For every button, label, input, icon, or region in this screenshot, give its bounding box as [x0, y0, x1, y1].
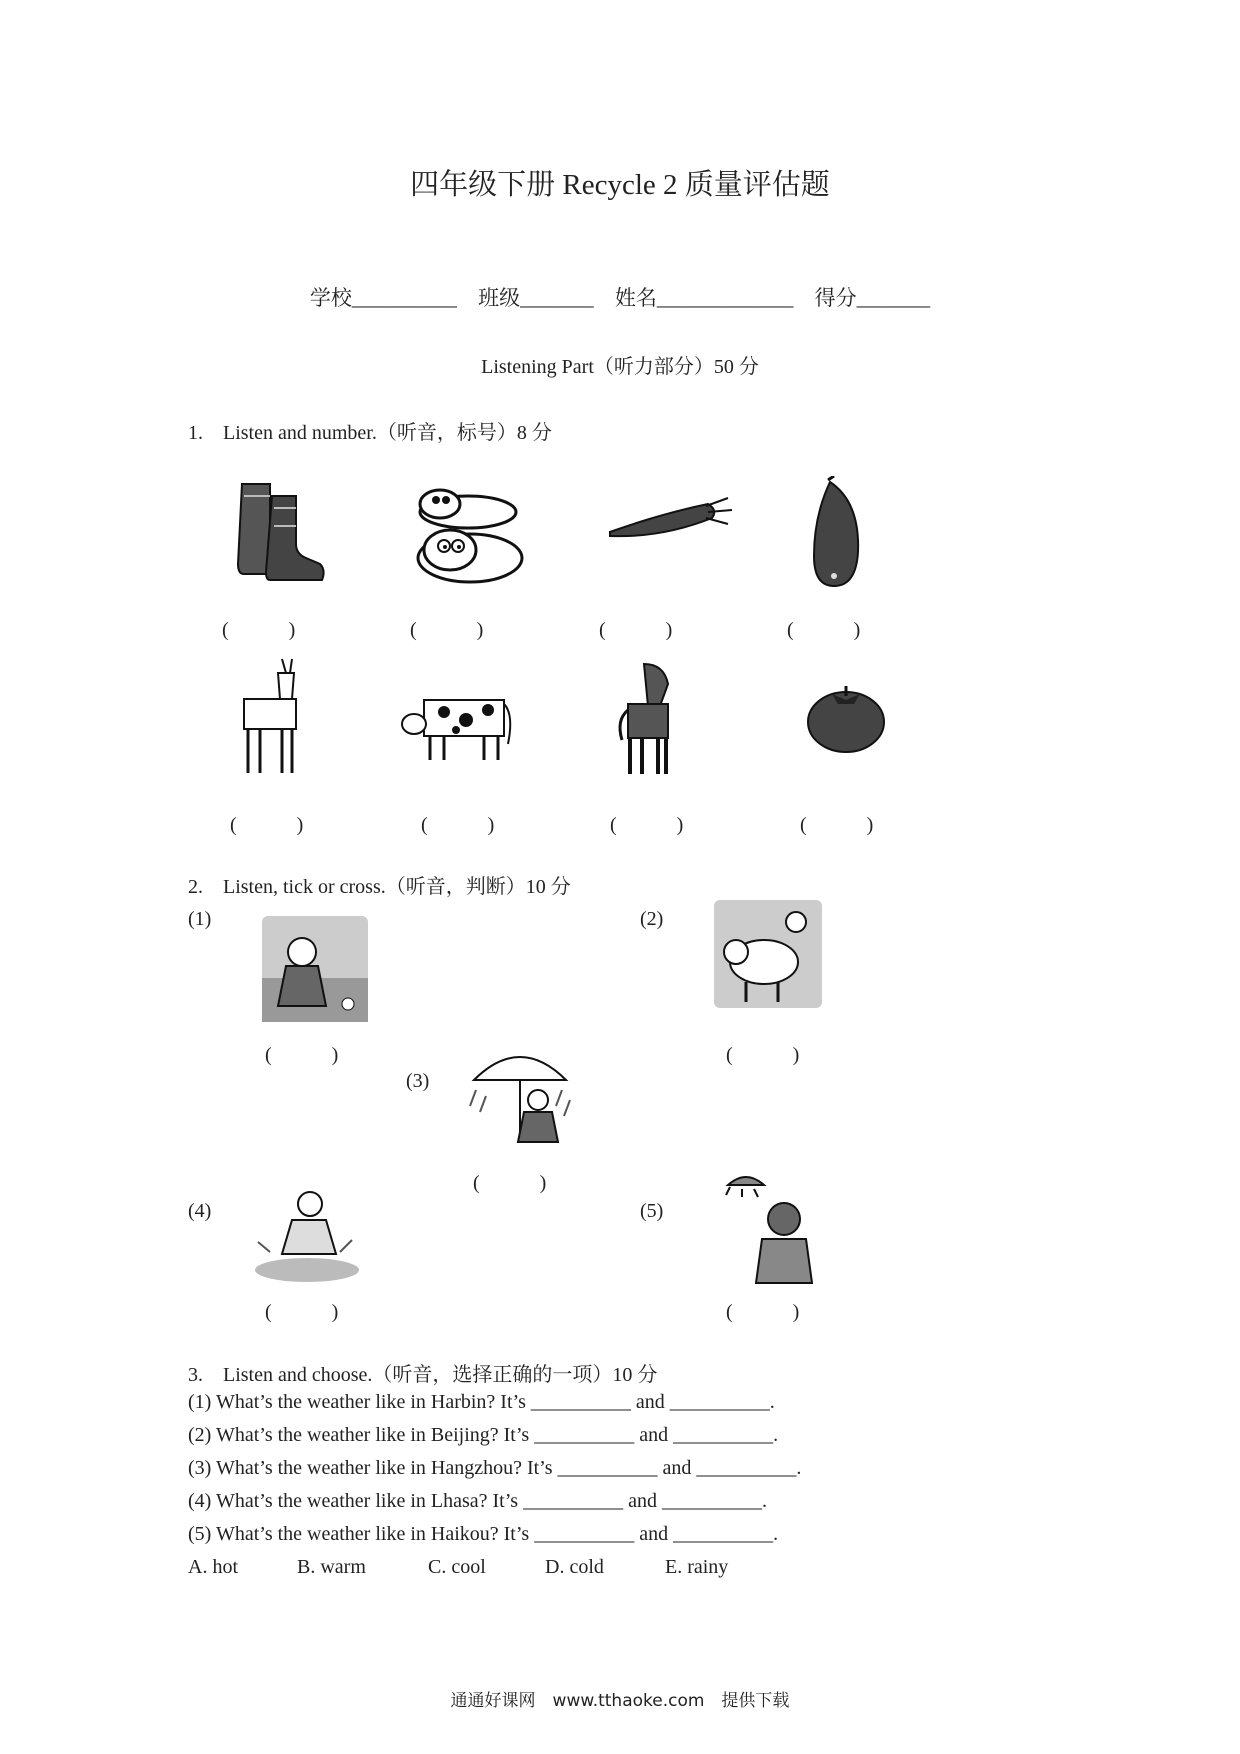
- question-4: (4) What’s the weather like in Lhasa? It’s __________ and __________.: [188, 1490, 767, 1512]
- answer-paren-5: ( ): [230, 814, 304, 836]
- question-2: (2) What’s the weather like in Beijing? It’s __________ and __________.: [188, 1424, 779, 1446]
- score-field: 得分_______: [814, 286, 931, 310]
- student-info-line: [0, 282, 1240, 312]
- listening-part-title: Listening Part（听力部分）50 分: [481, 356, 759, 378]
- item-number-2: (2): [640, 908, 664, 930]
- section3-heading: 3. Listen and choose.（听音，选择正确的一项）10 分: [188, 1364, 658, 1386]
- item-number-5: (5): [640, 1200, 664, 1222]
- carrot-icon: [606, 496, 734, 546]
- school-field: 学校__________: [309, 286, 457, 310]
- answer-paren-6: ( ): [421, 814, 495, 836]
- option-a: A. hot: [188, 1556, 238, 1578]
- tf-paren-3: ( ): [473, 1172, 547, 1194]
- girl-in-puddle-icon: [252, 1180, 362, 1286]
- girl-feeding-chickens-icon: [262, 916, 368, 1022]
- horse-icon: [614, 660, 684, 778]
- answer-paren-7: ( ): [610, 814, 684, 836]
- tf-paren-2: ( ): [726, 1044, 800, 1066]
- answer-paren-1: ( ): [222, 619, 296, 641]
- page-title: 四年级下册 Recycle 2 质量评估题: [410, 169, 830, 201]
- question-1: (1) What’s the weather like in Harbin? It’s __________ and __________.: [188, 1391, 775, 1413]
- goat-icon: [234, 655, 310, 777]
- tf-paren-4: ( ): [265, 1301, 339, 1323]
- answer-paren-2: ( ): [410, 619, 484, 641]
- question-5: (5) What’s the weather like in Haikou? It’s __________ and __________.: [188, 1523, 779, 1545]
- boy-with-umbrella-rain-icon: [466, 1040, 576, 1146]
- option-c: C. cool: [428, 1556, 486, 1578]
- section1-heading: 1. Listen and number.（听音，标号）8 分: [188, 422, 552, 444]
- boy-in-hot-sun-icon: [724, 1175, 824, 1287]
- footer-text: 通通好课网 www.tthaoke.com 提供下载: [450, 1691, 790, 1711]
- cucumber-icon: [808, 476, 864, 592]
- option-d: D. cold: [545, 1556, 604, 1578]
- option-b: B. warm: [297, 1556, 366, 1578]
- answer-paren-3: ( ): [599, 619, 673, 641]
- cow-icon: [400, 690, 518, 764]
- slippers-icon: [410, 480, 528, 588]
- option-e: E. rainy: [665, 1556, 729, 1578]
- name-field: 姓名_____________: [614, 286, 794, 310]
- item-number-3: (3): [406, 1070, 430, 1092]
- boy-with-sheep-icon: [714, 900, 822, 1008]
- class-field: 班级_______: [478, 286, 594, 310]
- tomato-icon: [806, 680, 886, 754]
- item-number-4: (4): [188, 1200, 212, 1222]
- answer-paren-4: ( ): [787, 619, 861, 641]
- answer-paren-8: ( ): [800, 814, 874, 836]
- tf-paren-5: ( ): [726, 1301, 800, 1323]
- question-3: (3) What’s the weather like in Hangzhou? It’s __________ and __________.: [188, 1457, 802, 1479]
- item-number-1: (1): [188, 908, 212, 930]
- section2-heading: 2. Listen, tick or cross.（听音，判断）10 分: [188, 876, 571, 898]
- boots-icon: [222, 476, 327, 586]
- tf-paren-1: ( ): [265, 1044, 339, 1066]
